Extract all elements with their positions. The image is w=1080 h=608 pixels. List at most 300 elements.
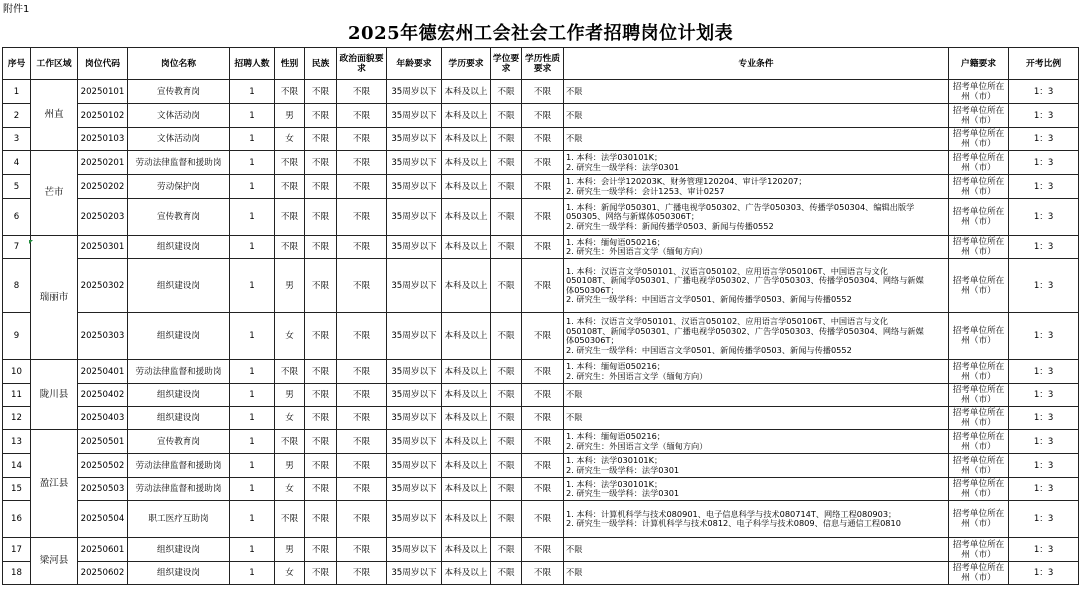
age-req: 35周岁以下 xyxy=(387,128,442,151)
age-req: 35周岁以下 xyxy=(387,313,442,360)
position-code: 20250201 xyxy=(78,151,128,175)
major-conditions xyxy=(564,407,949,430)
position-name: 组织建设岗 xyxy=(128,562,230,585)
gender-req: 女 xyxy=(275,478,305,501)
major-conditions xyxy=(564,562,949,585)
header-count: 招聘人数 xyxy=(230,48,275,80)
exam-ratio: 1：3 xyxy=(1009,80,1079,104)
gender-req: 不限 xyxy=(275,175,305,199)
exam-ratio: 1：3 xyxy=(1009,430,1079,454)
education-req: 本科及以上 xyxy=(442,236,491,259)
huji-req: 招考单位所在州（市） xyxy=(949,384,1009,407)
position-name: 劳动法律监督和援助岗 xyxy=(128,454,230,478)
header-major: 专业条件 xyxy=(564,48,949,80)
edu-type-req: 不限 xyxy=(522,80,564,104)
header-political: 政治面貌要求 xyxy=(337,48,387,80)
education-req: 本科及以上 xyxy=(442,501,491,538)
major-line: 2. 研究生一级学科：会计1253、审计0257 xyxy=(566,185,725,196)
position-code: 20250501 xyxy=(78,430,128,454)
position-code: 20250504 xyxy=(78,501,128,538)
edu-type-req: 不限 xyxy=(522,236,564,259)
exam-ratio: 1：3 xyxy=(1009,538,1079,562)
huji-req: 招考单位所在州（市） xyxy=(949,175,1009,199)
ethnicity-req: 不限 xyxy=(305,360,337,384)
degree-req: 不限 xyxy=(491,360,522,384)
major-conditions xyxy=(564,454,949,478)
political-req: 不限 xyxy=(337,175,387,199)
edu-type-req: 不限 xyxy=(522,501,564,538)
recruit-count: 1 xyxy=(230,199,275,236)
age-req: 35周岁以下 xyxy=(387,501,442,538)
exam-ratio: 1：3 xyxy=(1009,151,1079,175)
age-req: 35周岁以下 xyxy=(387,199,442,236)
gender-req: 女 xyxy=(275,128,305,151)
exam-ratio: 1：3 xyxy=(1009,478,1079,501)
edu-type-req: 不限 xyxy=(522,128,564,151)
education-req: 本科及以上 xyxy=(442,384,491,407)
gender-req: 不限 xyxy=(275,360,305,384)
position-code: 20250502 xyxy=(78,454,128,478)
edu-type-req: 不限 xyxy=(522,562,564,585)
ethnicity-req: 不限 xyxy=(305,454,337,478)
degree-req: 不限 xyxy=(491,407,522,430)
edu-type-req: 不限 xyxy=(522,384,564,407)
major-conditions xyxy=(564,501,949,538)
degree-req: 不限 xyxy=(491,430,522,454)
huji-req: 招考单位所在州（市） xyxy=(949,360,1009,384)
position-name: 组织建设岗 xyxy=(128,407,230,430)
recruit-count: 1 xyxy=(230,175,275,199)
age-req: 35周岁以下 xyxy=(387,104,442,128)
header-age: 年龄要求 xyxy=(387,48,442,80)
position-name: 组织建设岗 xyxy=(128,236,230,259)
ethnicity-req: 不限 xyxy=(305,384,337,407)
ethnicity-req: 不限 xyxy=(305,80,337,104)
position-name: 组织建设岗 xyxy=(128,313,230,360)
row-number: 5 xyxy=(3,175,31,199)
edu-type-req: 不限 xyxy=(522,104,564,128)
row-number: 10 xyxy=(3,360,31,384)
row-number: 15 xyxy=(3,478,31,501)
degree-req: 不限 xyxy=(491,236,522,259)
major-line: 2. 研究生一级学科：中国语言文学0501、新闻传播学0503、新闻与传播0552 xyxy=(566,344,852,355)
table-row xyxy=(3,128,1079,151)
header-edu-type: 学历性质要求 xyxy=(522,48,564,80)
recruit-count: 1 xyxy=(230,151,275,175)
huji-req: 招考单位所在州（市） xyxy=(949,313,1009,360)
major-line: 2. 研究生一级学科：法学0301 xyxy=(566,488,680,498)
header-education: 学历要求 xyxy=(442,48,491,80)
row-number: 8 xyxy=(3,259,31,313)
recruit-count: 1 xyxy=(230,128,275,151)
table-row xyxy=(3,80,1079,104)
gender-req: 男 xyxy=(275,259,305,313)
major-conditions xyxy=(564,128,949,151)
major-line: 1. 本科：新闻学050301、广播电视学050302、广告学050303、传播学050304、编辑出版学 xyxy=(566,201,915,212)
political-req: 不限 xyxy=(337,501,387,538)
major-line: 1. 本科：汉语言文学050101、汉语言050102、应用语言学050106T、中国语言与文化 xyxy=(566,316,889,326)
degree-req: 不限 xyxy=(491,562,522,585)
gender-req: 男 xyxy=(275,454,305,478)
header-code: 岗位代码 xyxy=(78,48,128,80)
major-line: 2. 研究生一级学科：法学0301 xyxy=(566,161,680,172)
degree-req: 不限 xyxy=(491,104,522,128)
huji-req: 招考单位所在州（市） xyxy=(949,236,1009,259)
huji-req: 招考单位所在州（市） xyxy=(949,478,1009,501)
recruit-count: 1 xyxy=(230,313,275,360)
political-req: 不限 xyxy=(337,562,387,585)
recruit-count: 1 xyxy=(230,384,275,407)
major-conditions xyxy=(564,313,949,360)
header-degree: 学位要求 xyxy=(491,48,522,80)
huji-req: 招考单位所在州（市） xyxy=(949,104,1009,128)
political-req: 不限 xyxy=(337,538,387,562)
table-row xyxy=(3,562,1079,585)
major-conditions xyxy=(564,430,949,454)
position-name: 组织建设岗 xyxy=(128,538,230,562)
row-number: 6 xyxy=(3,199,31,236)
ethnicity-req: 不限 xyxy=(305,407,337,430)
major-line: 不限 xyxy=(566,412,583,423)
exam-ratio: 1：3 xyxy=(1009,360,1079,384)
ethnicity-req: 不限 xyxy=(305,562,337,585)
position-code: 20250601 xyxy=(78,538,128,562)
position-code: 20250101 xyxy=(78,80,128,104)
work-area: 梁河县 xyxy=(31,538,78,585)
huji-req: 招考单位所在州（市） xyxy=(949,562,1009,585)
row-number: 16 xyxy=(3,501,31,538)
position-code: 20250202 xyxy=(78,175,128,199)
exam-ratio: 1：3 xyxy=(1009,175,1079,199)
position-name: 职工医疗互助岗 xyxy=(128,501,230,538)
exam-ratio: 1：3 xyxy=(1009,128,1079,151)
table-row xyxy=(3,430,1079,454)
row-number: 2 xyxy=(3,104,31,128)
education-req: 本科及以上 xyxy=(442,562,491,585)
age-req: 35周岁以下 xyxy=(387,407,442,430)
edu-type-req: 不限 xyxy=(522,313,564,360)
position-name: 宣传教育岗 xyxy=(128,199,230,236)
recruit-count: 1 xyxy=(230,454,275,478)
exam-ratio: 1：3 xyxy=(1009,384,1079,407)
major-line: 不限 xyxy=(566,109,583,120)
table-row xyxy=(3,313,1079,360)
age-req: 35周岁以下 xyxy=(387,175,442,199)
header-gender: 性别 xyxy=(275,48,305,80)
position-name: 劳动法律监督和援助岗 xyxy=(128,151,230,175)
huji-req: 招考单位所在州（市） xyxy=(949,454,1009,478)
gender-req: 男 xyxy=(275,538,305,562)
recruit-count: 1 xyxy=(230,104,275,128)
position-code: 20250103 xyxy=(78,128,128,151)
political-req: 不限 xyxy=(337,454,387,478)
major-line: 1. 本科：会计学120203K、财务管理120204、审计学120207； xyxy=(566,176,807,186)
gender-req: 不限 xyxy=(275,501,305,538)
degree-req: 不限 xyxy=(491,151,522,175)
major-line: 不限 xyxy=(566,567,583,578)
huji-req: 招考单位所在州（市） xyxy=(949,199,1009,236)
position-name: 组织建设岗 xyxy=(128,259,230,313)
header-row xyxy=(3,48,1079,80)
huji-req: 招考单位所在州（市） xyxy=(949,259,1009,313)
education-req: 本科及以上 xyxy=(442,430,491,454)
row-number: 11 xyxy=(3,384,31,407)
header-ethnicity: 民族 xyxy=(305,48,337,80)
huji-req: 招考单位所在州（市） xyxy=(949,501,1009,538)
major-conditions xyxy=(564,80,949,104)
exam-ratio: 1：3 xyxy=(1009,259,1079,313)
recruit-count: 1 xyxy=(230,80,275,104)
education-req: 本科及以上 xyxy=(442,80,491,104)
education-req: 本科及以上 xyxy=(442,104,491,128)
age-req: 35周岁以下 xyxy=(387,562,442,585)
major-line: 1. 本科：缅甸语050216； xyxy=(566,361,665,371)
position-code: 20250602 xyxy=(78,562,128,585)
gender-req: 不限 xyxy=(275,236,305,259)
education-req: 本科及以上 xyxy=(442,151,491,175)
education-req: 本科及以上 xyxy=(442,199,491,236)
major-line: 1. 本科：计算机科学与技术080901、电子信息科学与技术080714T、网络工程080903； xyxy=(566,508,897,519)
major-line: 1. 本科：法学030101K； xyxy=(566,455,663,465)
political-req: 不限 xyxy=(337,199,387,236)
edu-type-req: 不限 xyxy=(522,538,564,562)
ethnicity-req: 不限 xyxy=(305,313,337,360)
position-code: 20250301 xyxy=(78,236,128,259)
position-code: 20250302 xyxy=(78,259,128,313)
major-line: 2. 研究生：外国语言文学（缅甸方向） xyxy=(566,246,708,256)
age-req: 35周岁以下 xyxy=(387,430,442,454)
major-line: 1. 本科：法学030101K； xyxy=(566,152,663,162)
major-line: 2. 研究生一级学科：法学0301 xyxy=(566,464,680,475)
degree-req: 不限 xyxy=(491,478,522,501)
row-number: 12 xyxy=(3,407,31,430)
major-line: 不限 xyxy=(566,85,583,96)
major-conditions xyxy=(564,478,949,501)
table-row xyxy=(3,199,1079,236)
major-line: 体050306T； xyxy=(566,335,619,345)
table-body xyxy=(3,80,1079,585)
table-row xyxy=(3,384,1079,407)
gender-req: 女 xyxy=(275,407,305,430)
major-line: 2. 研究生：外国语言文学（缅甸方向） xyxy=(566,370,708,381)
position-name: 宣传教育岗 xyxy=(128,430,230,454)
major-conditions xyxy=(564,360,949,384)
recruit-count: 1 xyxy=(230,538,275,562)
exam-ratio: 1：3 xyxy=(1009,104,1079,128)
table-row xyxy=(3,259,1079,313)
position-code: 20250303 xyxy=(78,313,128,360)
position-code: 20250102 xyxy=(78,104,128,128)
age-req: 35周岁以下 xyxy=(387,80,442,104)
edu-type-req: 不限 xyxy=(522,360,564,384)
age-req: 35周岁以下 xyxy=(387,360,442,384)
position-code: 20250403 xyxy=(78,407,128,430)
political-req: 不限 xyxy=(337,128,387,151)
row-number: 17 xyxy=(3,538,31,562)
recruit-count: 1 xyxy=(230,259,275,313)
gender-req: 男 xyxy=(275,384,305,407)
ethnicity-req: 不限 xyxy=(305,128,337,151)
age-req: 35周岁以下 xyxy=(387,151,442,175)
major-line: 不限 xyxy=(566,543,583,554)
header-huji: 户籍要求 xyxy=(949,48,1009,80)
work-area: 盈江县 xyxy=(31,430,78,538)
gender-req: 不限 xyxy=(275,80,305,104)
major-line: 不限 xyxy=(566,389,583,400)
political-req: 不限 xyxy=(337,407,387,430)
work-area: 陇川县 xyxy=(31,360,78,430)
table-row xyxy=(3,407,1079,430)
political-req: 不限 xyxy=(337,384,387,407)
major-line: 050305、网络与新媒体050306T； xyxy=(566,211,700,222)
political-req: 不限 xyxy=(337,80,387,104)
row-number: 13 xyxy=(3,430,31,454)
major-conditions xyxy=(564,104,949,128)
age-req: 35周岁以下 xyxy=(387,384,442,407)
education-req: 本科及以上 xyxy=(442,128,491,151)
gender-req: 男 xyxy=(275,104,305,128)
position-code: 20250401 xyxy=(78,360,128,384)
page-title: 2025年德宏州工会社会工作者招聘岗位计划表 xyxy=(3,20,1079,48)
edu-type-req: 不限 xyxy=(522,407,564,430)
position-name: 文体活动岗 xyxy=(128,104,230,128)
exam-ratio: 1：3 xyxy=(1009,407,1079,430)
major-line: 不限 xyxy=(566,133,583,144)
table-row xyxy=(3,454,1079,478)
attachment-label: 附件1 xyxy=(3,4,30,15)
major-line: 2. 研究生一级学科：新闻传播学0503、新闻与传播0552 xyxy=(566,220,774,231)
exam-ratio: 1：3 xyxy=(1009,454,1079,478)
huji-req: 招考单位所在州（市） xyxy=(949,128,1009,151)
major-line: 1. 本科：缅甸语050216； xyxy=(566,236,665,247)
exam-ratio: 1：3 xyxy=(1009,199,1079,236)
edu-type-req: 不限 xyxy=(522,151,564,175)
major-conditions xyxy=(564,175,949,199)
table-row xyxy=(3,175,1079,199)
position-code: 20250402 xyxy=(78,384,128,407)
political-req: 不限 xyxy=(337,104,387,128)
degree-req: 不限 xyxy=(491,384,522,407)
major-line: 050108T、新闻学050301、广播电视学050302、广告学050303、传播学050304、网络与新媒 xyxy=(566,275,924,285)
gender-req: 不限 xyxy=(275,199,305,236)
huji-req: 招考单位所在州（市） xyxy=(949,538,1009,562)
degree-req: 不限 xyxy=(491,80,522,104)
major-line: 1. 本科：法学030101K； xyxy=(566,478,663,489)
edu-type-req: 不限 xyxy=(522,259,564,313)
header-area: 工作区域 xyxy=(31,48,78,80)
table-row xyxy=(3,360,1079,384)
table-row xyxy=(3,538,1079,562)
ethnicity-req: 不限 xyxy=(305,430,337,454)
row-number: 3 xyxy=(3,128,31,151)
table-row xyxy=(3,151,1079,175)
age-req: 35周岁以下 xyxy=(387,478,442,501)
political-req: 不限 xyxy=(337,236,387,259)
education-req: 本科及以上 xyxy=(442,360,491,384)
degree-req: 不限 xyxy=(491,454,522,478)
major-line: 1. 本科：缅甸语050216； xyxy=(566,431,665,441)
degree-req: 不限 xyxy=(491,501,522,538)
table-row xyxy=(3,478,1079,501)
recruit-count: 1 xyxy=(230,501,275,538)
age-req: 35周岁以下 xyxy=(387,259,442,313)
education-req: 本科及以上 xyxy=(442,175,491,199)
work-area: 瑞丽市 xyxy=(31,236,78,360)
position-name: 组织建设岗 xyxy=(128,384,230,407)
political-req: 不限 xyxy=(337,478,387,501)
header-position: 岗位名称 xyxy=(128,48,230,80)
exam-ratio: 1：3 xyxy=(1009,313,1079,360)
position-name: 宣传教育岗 xyxy=(128,80,230,104)
gender-req: 不限 xyxy=(275,430,305,454)
ethnicity-req: 不限 xyxy=(305,538,337,562)
major-line: 050108T、新闻学050301、广播电视学050302、广告学050303、传播学050304、网络与新媒 xyxy=(566,325,924,336)
gender-req: 女 xyxy=(275,562,305,585)
exam-ratio: 1：3 xyxy=(1009,501,1079,538)
ethnicity-req: 不限 xyxy=(305,478,337,501)
row-number: 18 xyxy=(3,562,31,585)
edu-type-req: 不限 xyxy=(522,199,564,236)
work-area: 芒市 xyxy=(31,151,78,236)
ethnicity-req: 不限 xyxy=(305,199,337,236)
major-line: 1. 本科：汉语言文学050101、汉语言050102、应用语言学050106T、中国语言与文化 xyxy=(566,265,889,276)
degree-req: 不限 xyxy=(491,199,522,236)
age-req: 35周岁以下 xyxy=(387,538,442,562)
major-line: 2. 研究生：外国语言文学（缅甸方向） xyxy=(566,440,708,451)
position-name: 劳动法律监督和援助岗 xyxy=(128,478,230,501)
ethnicity-req: 不限 xyxy=(305,259,337,313)
exam-ratio: 1：3 xyxy=(1009,236,1079,259)
row-number: 14 xyxy=(3,454,31,478)
recruit-count: 1 xyxy=(230,562,275,585)
major-conditions xyxy=(564,199,949,236)
major-conditions xyxy=(564,236,949,259)
major-conditions xyxy=(564,538,949,562)
row-number: 9 xyxy=(3,313,31,360)
edu-type-req: 不限 xyxy=(522,175,564,199)
header-no: 序号 xyxy=(3,48,31,80)
table-row xyxy=(3,104,1079,128)
huji-req: 招考单位所在州（市） xyxy=(949,407,1009,430)
position-code: 20250203 xyxy=(78,199,128,236)
major-line: 2. 研究生一级学科：中国语言文学0501、新闻传播学0503、新闻与传播0552 xyxy=(566,294,852,304)
major-line: 体050306T； xyxy=(566,284,619,295)
ethnicity-req: 不限 xyxy=(305,236,337,259)
ethnicity-req: 不限 xyxy=(305,175,337,199)
position-code: 20250503 xyxy=(78,478,128,501)
edu-type-req: 不限 xyxy=(522,430,564,454)
edu-type-req: 不限 xyxy=(522,454,564,478)
degree-req: 不限 xyxy=(491,538,522,562)
degree-req: 不限 xyxy=(491,313,522,360)
ethnicity-req: 不限 xyxy=(305,151,337,175)
recruit-count: 1 xyxy=(230,478,275,501)
header-ratio: 开考比例 xyxy=(1009,48,1079,80)
political-req: 不限 xyxy=(337,151,387,175)
education-req: 本科及以上 xyxy=(442,454,491,478)
education-req: 本科及以上 xyxy=(442,407,491,430)
row-number: 7 xyxy=(3,236,31,259)
education-req: 本科及以上 xyxy=(442,313,491,360)
major-conditions xyxy=(564,384,949,407)
political-req: 不限 xyxy=(337,360,387,384)
position-name: 劳动法律监督和援助岗 xyxy=(128,360,230,384)
huji-req: 招考单位所在州（市） xyxy=(949,430,1009,454)
major-conditions xyxy=(564,259,949,313)
huji-req: 招考单位所在州（市） xyxy=(949,151,1009,175)
row-number: 1 xyxy=(3,80,31,104)
education-req: 本科及以上 xyxy=(442,538,491,562)
